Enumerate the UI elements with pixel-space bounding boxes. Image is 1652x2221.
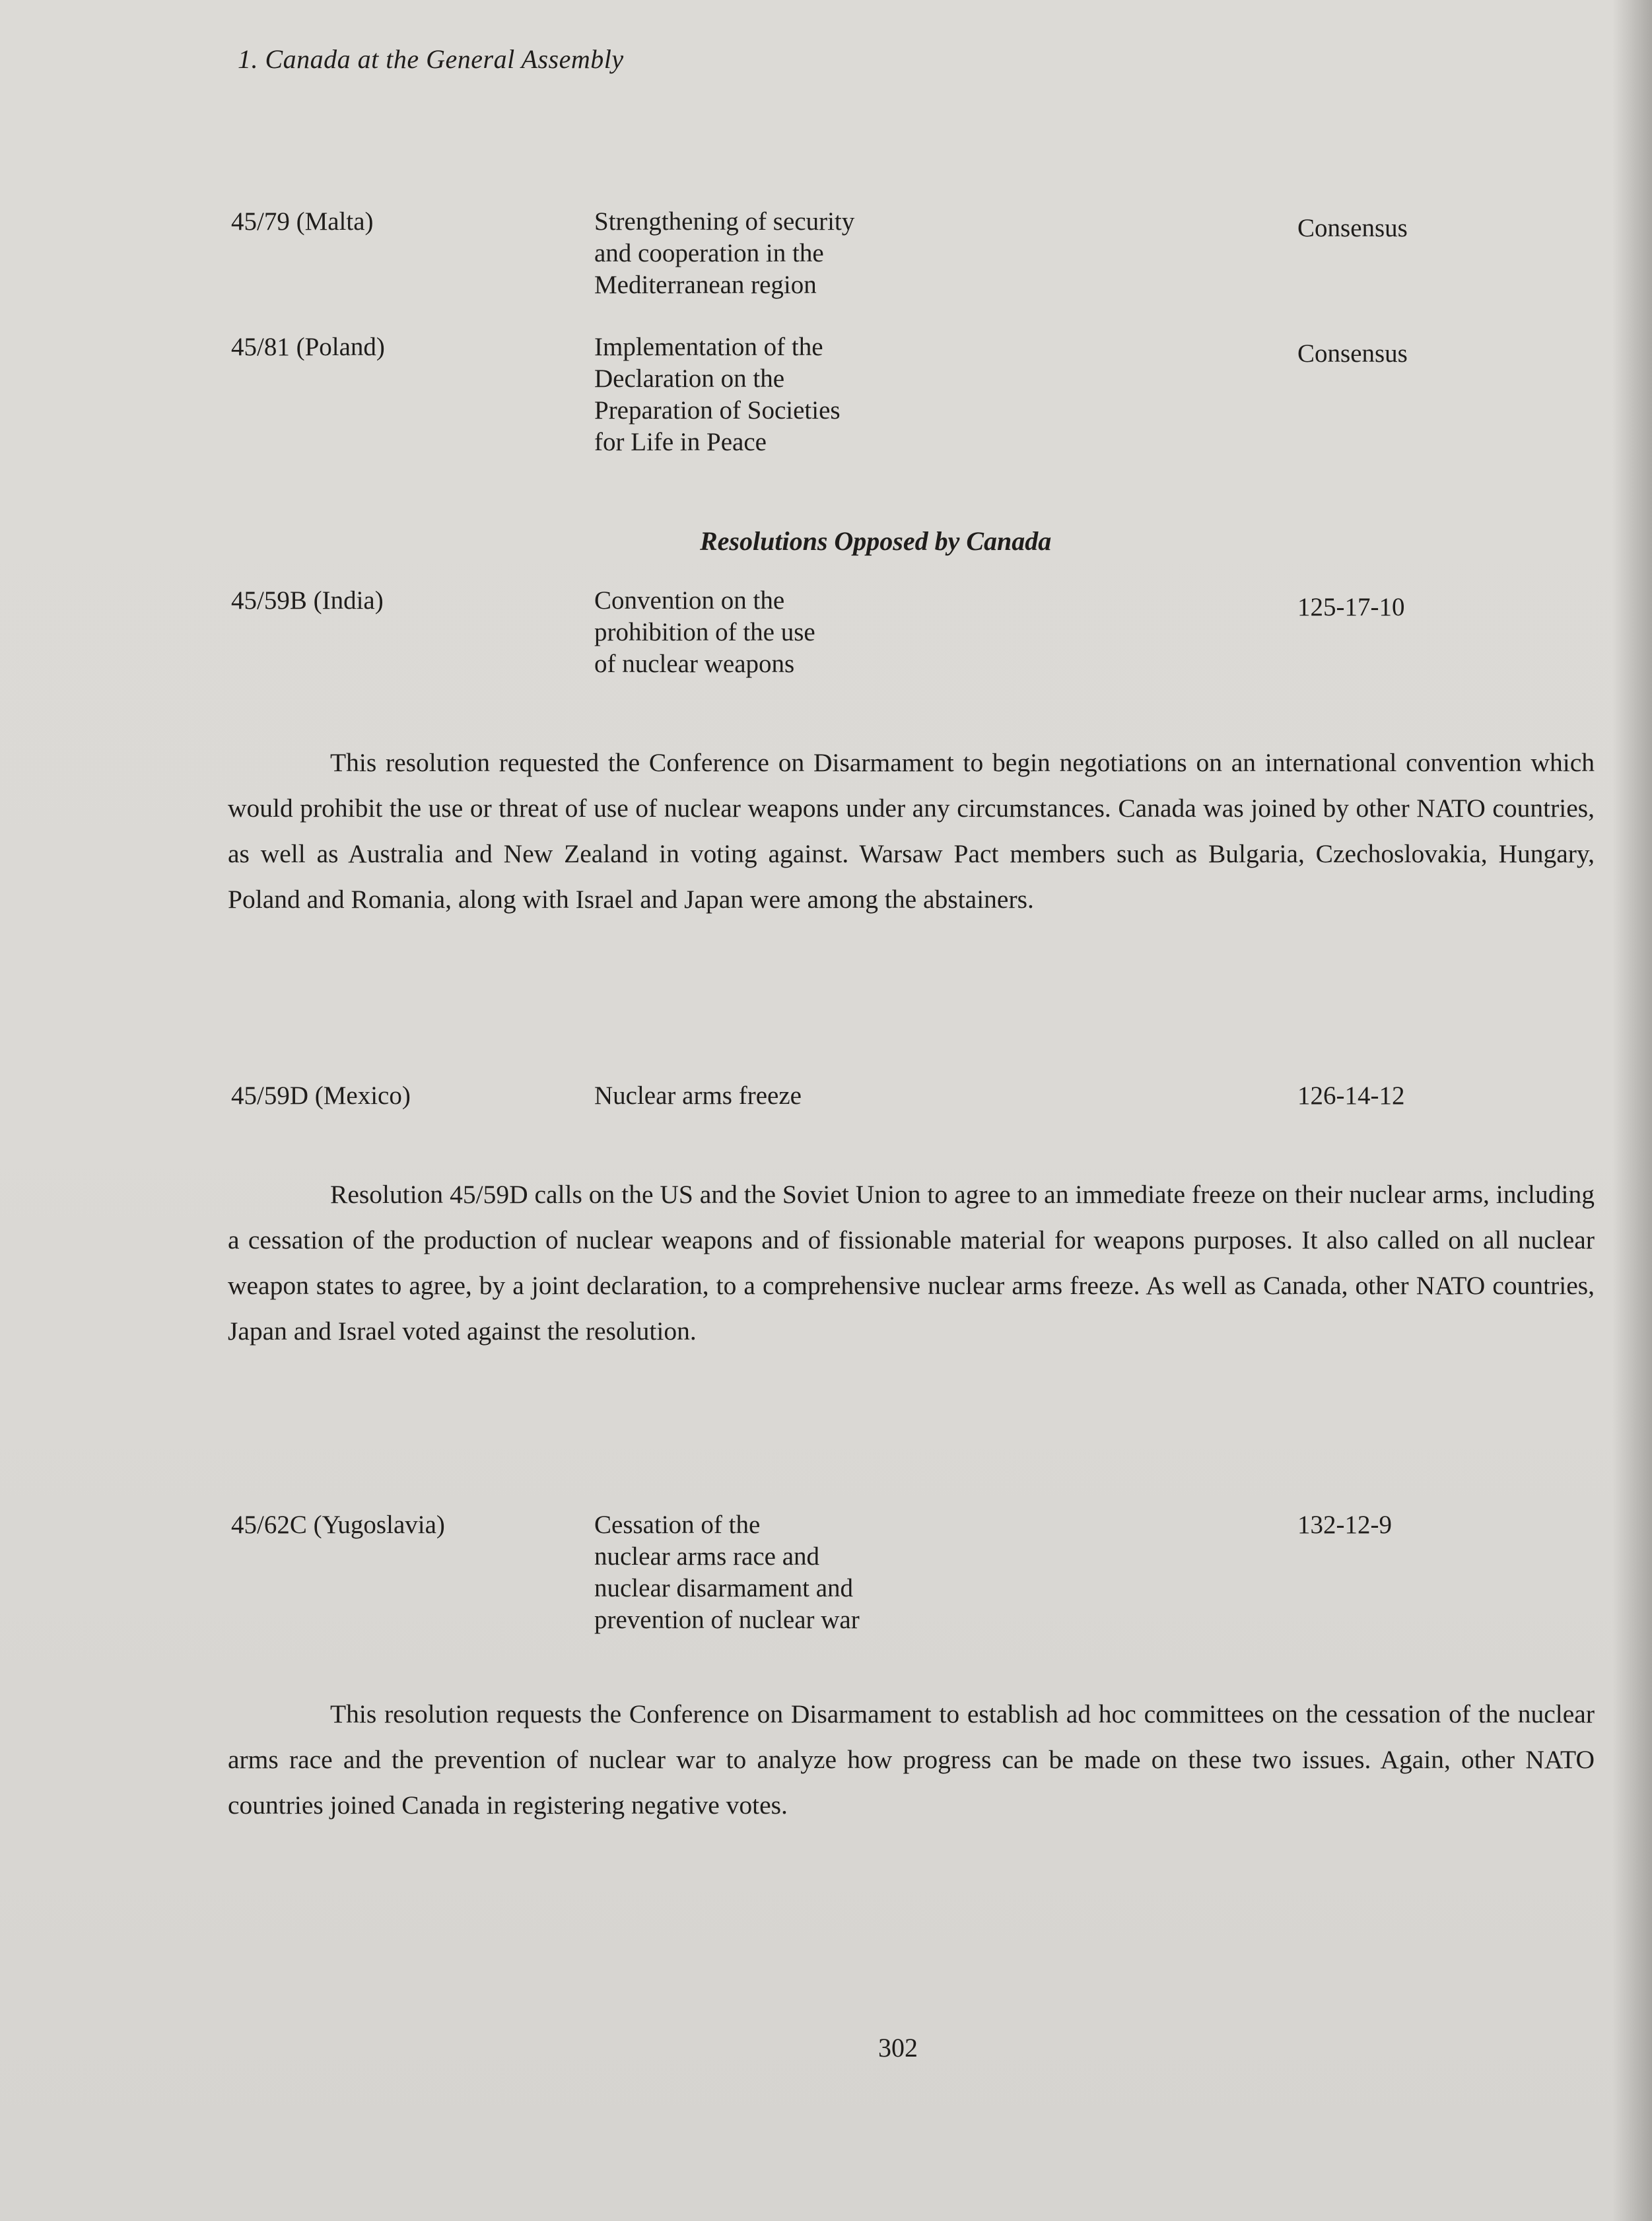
resolution-id: 45/59D (Mexico) [231,1081,411,1110]
subject-line: prevention of nuclear war [594,1606,860,1634]
resolution-id: 45/79 (Malta) [231,207,374,236]
resolution-commentary: This resolution requests the Conference on Disarmament to establish ad hoc committees on the cessation of the nuclear arms race and the prevention of nuclear war to analyze how progress can be made on these two issues. Again, other NATO countries joined Canada in registering negative votes. [228,1699,1595,1820]
subject-line: prohibition of the use [594,618,815,646]
subject-line: of nuclear weapons [594,650,795,678]
page-edge-shadow [1612,0,1652,2221]
resolution-subject [594,331,1004,458]
subject-line: nuclear arms race and [594,1542,820,1571]
section-heading: Resolutions Opposed by Canada [700,526,1052,556]
running-head: 1. Canada at the General Assembly [238,44,624,74]
resolution-id: 45/81 (Poland) [231,333,385,361]
subject-line: Preparation of Societies [594,396,841,425]
vote-result: 126-14-12 [1297,1081,1405,1110]
subject-line: for Life in Peace [594,428,767,456]
resolution-commentary: Resolution 45/59D calls on the US and the Soviet Union to agree to an immediate freeze on their nuclear arms, including a cessation of the production of nuclear weapons and of fissionable material for weapons purposes. It also called on all nuclear weapon states to agree, by a joint declaration, to a comprehensive nuclear arms freeze. As well as Canada, other NATO countries, Japan and Israel voted against the resolution. [228,1180,1595,1346]
resolution-id: 45/62C (Yugoslavia) [231,1511,445,1539]
subject-line: and cooperation in the [594,239,824,267]
subject-line: Strengthening of security [594,207,855,236]
subject-line: nuclear disarmament and [594,1574,853,1602]
vote-result: 125-17-10 [1297,593,1405,621]
vote-result: Consensus [1297,214,1408,242]
subject-line: Declaration on the [594,364,785,393]
vote-result: Consensus [1297,339,1408,368]
subject-line: Cessation of the [594,1511,761,1539]
resolution-id: 45/59B (India) [231,586,384,615]
vote-result: 132-12-9 [1297,1511,1392,1539]
resolution-subject [594,206,1004,301]
subject-line: Nuclear arms freeze [594,1081,802,1110]
resolution-commentary: This resolution requested the Conference on Disarmament to begin negotiations on an international convention which would prohibit the use or threat of use of nuclear weapons under any circumstances. Canada was joined by other NATO countries, as well as Australia and New Zealand in voting against. Warsaw Pact members such as Bulgaria, Czechoslovakia, Hungary, Poland and Romania, along with Israel and Japan were among the abstainers. [228,748,1595,914]
subject-line: Implementation of the [594,333,823,361]
resolution-subject [594,1080,1004,1112]
subject-line: Mediterranean region [594,271,817,299]
resolution-subject [594,1509,1004,1636]
page-number: 302 [878,2033,918,2063]
resolution-subject [594,585,1004,680]
subject-line: Convention on the [594,586,785,615]
